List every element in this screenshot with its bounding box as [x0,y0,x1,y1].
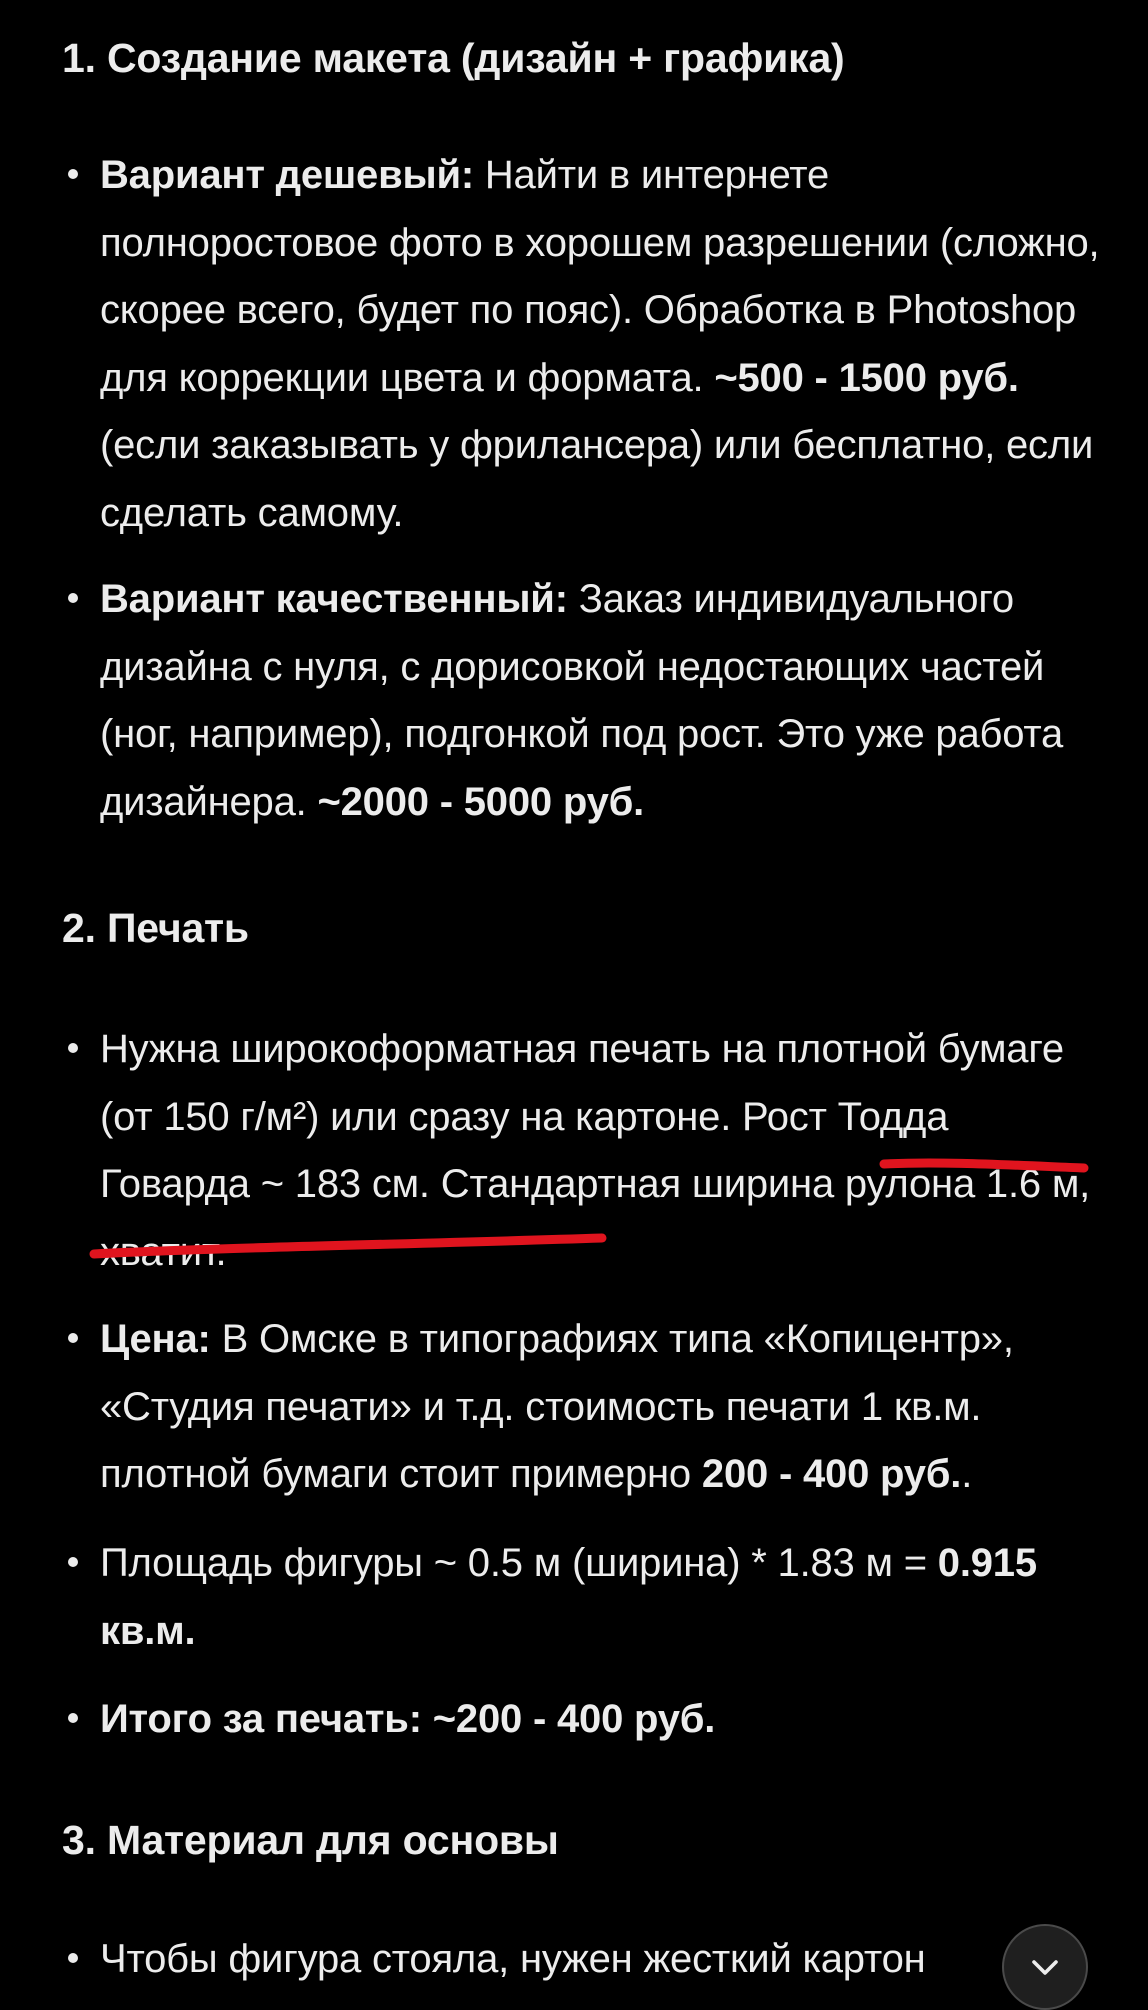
bold-label: Вариант дешевый: [100,153,474,197]
bullet-dot [68,1713,78,1723]
section-heading-2: 2. Печать [62,905,249,951]
bold-label: Итого за печать: [100,1697,422,1741]
bold-label: Цена: [100,1317,211,1361]
list-item [62,1686,1102,1754]
bold-price: ~200 - 400 руб. [421,1697,716,1741]
item-text: Нужна широкоформатная печать на плотной бумаге (от 150 г/м²) или сразу на картоне. Рост Тодда Говарда ~ 183 см. Стандартная ширина рулона 1.6 м, хватит. [100,1027,1091,1274]
list-item [62,566,1102,836]
bold-price: ~500 - 1500 руб. [714,355,1019,400]
list-item-text [100,1686,1102,1754]
list-item [62,1306,1102,1509]
bullet-dot [68,169,78,179]
list-item-text [100,142,1102,547]
bullet-dot [68,1557,78,1567]
bullet-dot [68,1043,78,1053]
bold-price: ~2000 - 5000 руб. [317,779,645,824]
bold-price: 200 - 400 руб. [701,1452,962,1496]
section-heading-3: 3. Материал для основы [62,1817,559,1863]
list-item [62,1016,1102,1286]
item-text: Чтобы фигура стояла, нужен жесткий картон [100,1937,926,1981]
section-heading-1: 1. Создание макета (дизайн + графика) [62,35,845,81]
list-item-text [100,1306,1102,1509]
list-item [62,142,1102,547]
item-text: В Омске в типографиях типа «Копицентр», «Студия печати» и т.д. стоимость печати 1 кв.м. плотной бумаги стоит примерно [100,1317,1014,1496]
list-item-text [100,566,1102,836]
list-item-text [100,1016,1102,1286]
item-text: Площадь фигуры ~ 0.5 м (ширина) * 1.83 м = [100,1541,938,1585]
chevron-down-icon [1027,1949,1063,1985]
bold-label: Вариант качественный: [100,577,568,621]
bullet-dot [68,1953,78,1963]
item-text: Заказ индивидуального дизайна с нуля, с дорисовкой недостающих частей (ног, например), подгонкой под рост. Это уже работа дизайнера. [100,577,1064,824]
list-item-text [100,1530,1102,1665]
bullet-dot [68,1333,78,1343]
list-item-text [100,1926,1102,1994]
list-item [62,1530,1102,1665]
item-text: . [961,1452,973,1496]
bold-value: 0.915 кв.м. [100,1541,1037,1653]
bullet-dot [68,593,78,603]
item-text: (если заказывать у фрилансера) или бесплатно, если сделать самому. [100,423,1094,535]
scroll-down-button[interactable] [1002,1924,1088,2010]
list-item [62,1926,1102,1994]
item-text: Найти в интернете полноростовое фото в хорошем разрешении (сложно, скорее всего, будет по пояс). Обработка в Photoshop для коррекции цвета и формата. [100,153,1100,400]
